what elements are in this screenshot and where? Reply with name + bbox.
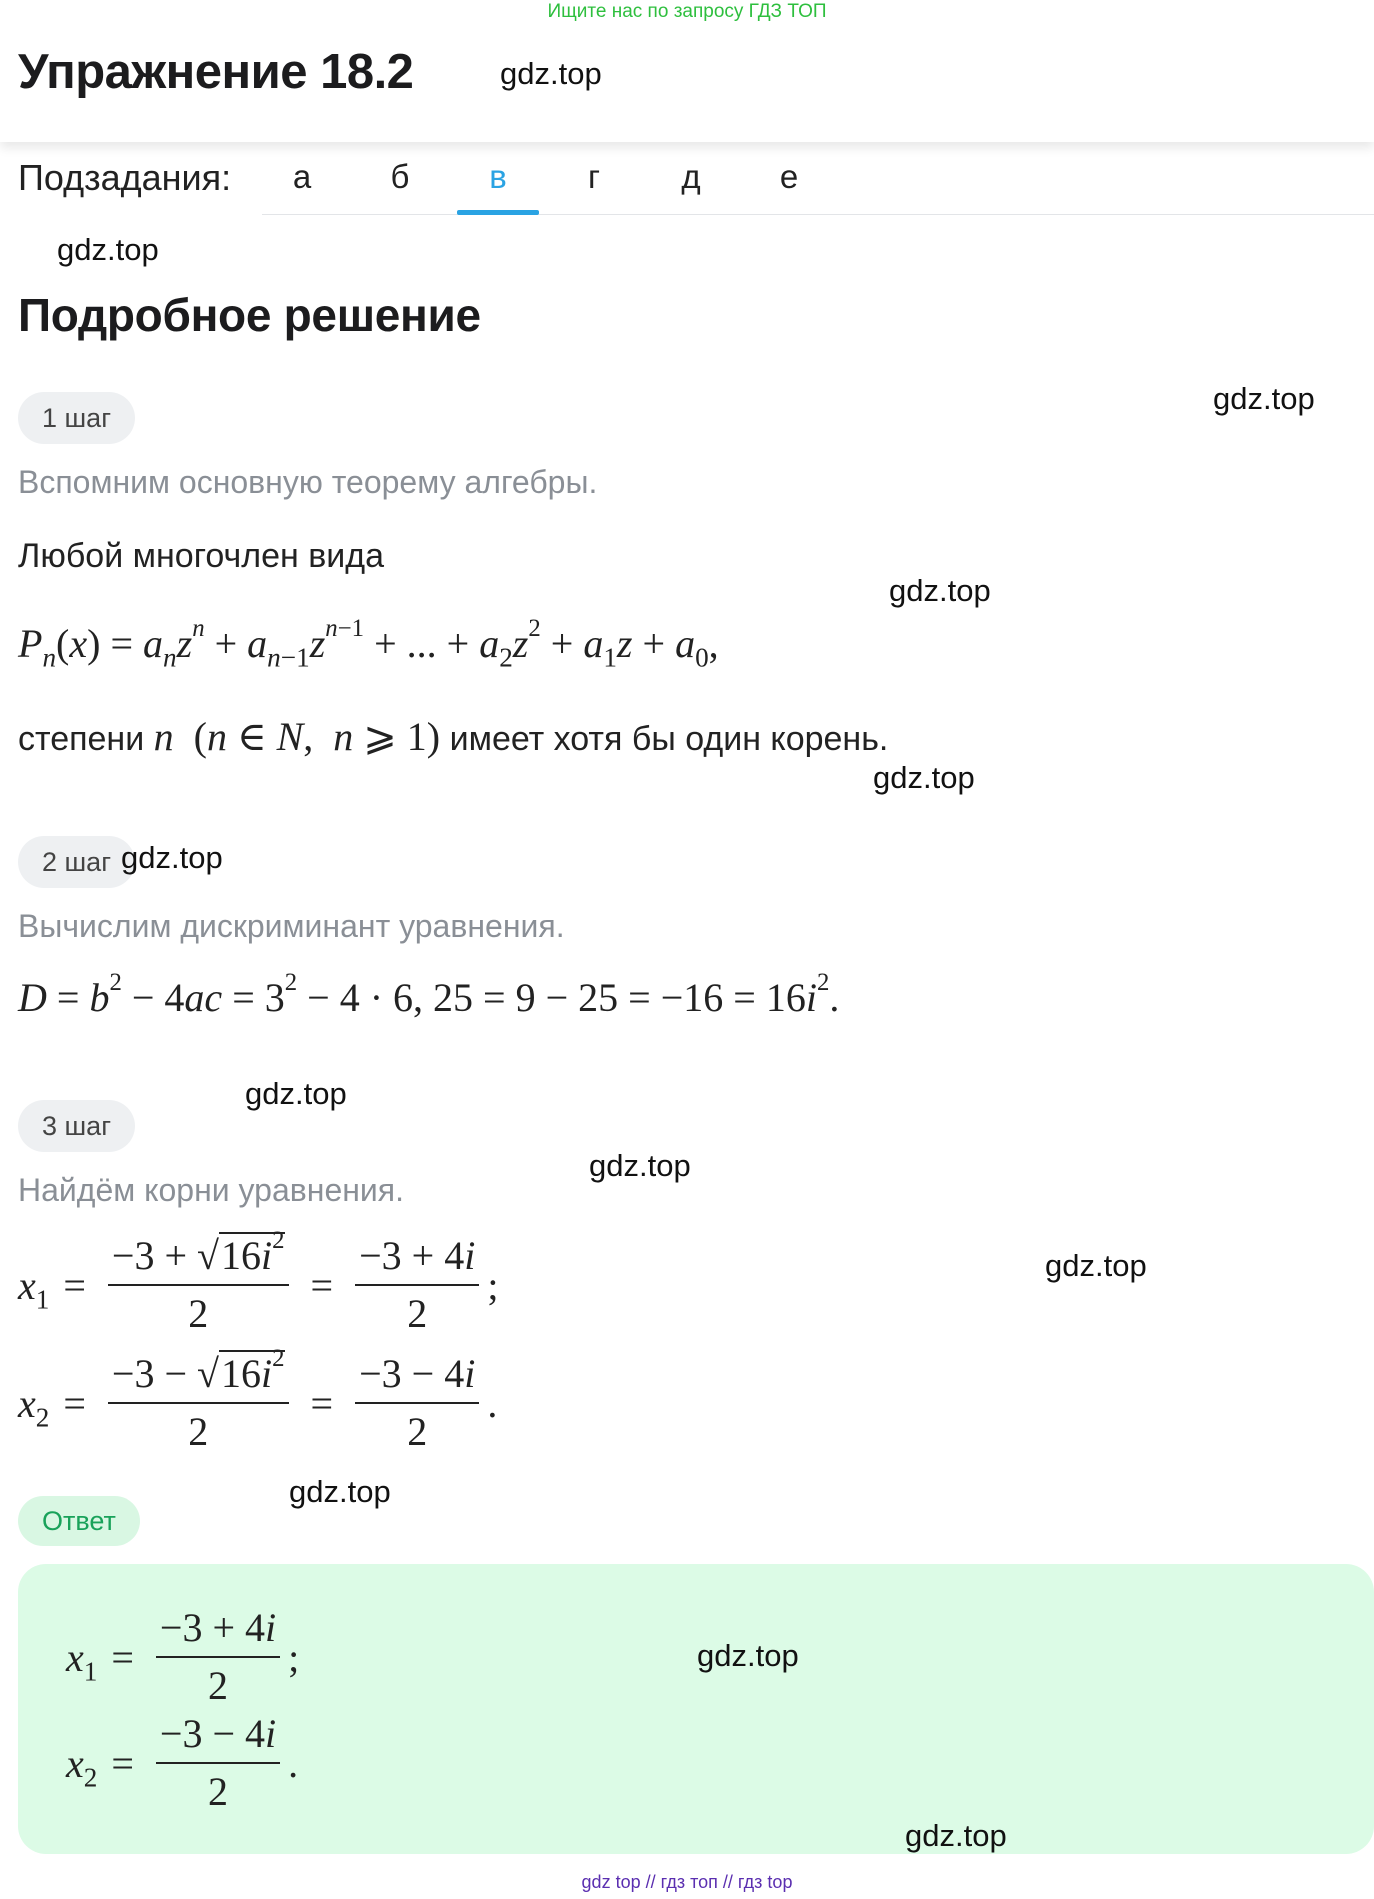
fraction: $\frac{-3 + √16i^2}{2}$ xyxy=(108,1228,289,1342)
theorem-conclusion: имеет хотя бы один корень. xyxy=(449,720,889,758)
subtasks-label: Подзадания: xyxy=(18,157,232,198)
answer-badge: Ответ xyxy=(18,1496,140,1546)
step-hint: Найдём корни уравнения. xyxy=(18,1172,404,1208)
step-badge: 2 шаг xyxy=(18,836,135,888)
tab-d[interactable]: д xyxy=(681,158,701,195)
step-badge: 1 шаг xyxy=(18,392,135,444)
discriminant-formula: $D = b^2 - 4ac = 3^2 - 4 \cdot 6$, $25 = 9 - 25 = -16 = 16i^2$. xyxy=(18,968,840,1020)
watermark: gdz.top xyxy=(57,232,159,267)
root-x2: $x_2$ = $\frac{-3 - √16i^2}{2}$ = $\frac{-3 - 4i}{2}$ . xyxy=(18,1346,497,1460)
solution-heading: Подробное решение xyxy=(18,289,481,341)
step-badge: 3 шаг xyxy=(18,1100,135,1152)
theorem-statement xyxy=(18,713,888,760)
answer-x2: $x_2$ = $\frac{-3 - 4i}{2}$ . xyxy=(66,1706,298,1820)
page-title: Упражнение 18.2 xyxy=(18,45,414,99)
tabs-divider xyxy=(262,214,1374,215)
watermark: gdz.top xyxy=(500,56,602,91)
watermark: gdz.top xyxy=(889,573,991,608)
answer-x1: $x_1$ = $\frac{-3 + 4i}{2}$ ; xyxy=(66,1600,299,1714)
tab-g[interactable]: г xyxy=(587,158,601,195)
tab-a[interactable]: а xyxy=(292,158,312,195)
watermark: gdz.top xyxy=(121,840,223,875)
fraction: $\frac{-3 - √16i^2}{2}$ xyxy=(108,1346,289,1460)
theorem-intro: Любой многочлен вида xyxy=(18,537,384,575)
active-tab-indicator xyxy=(457,210,539,215)
watermark: gdz.top xyxy=(589,1148,691,1183)
step-hint: Вычислим дискриминант уравнения. xyxy=(18,908,565,944)
fraction: $\frac{-3 + 4i}{2}$ xyxy=(355,1228,479,1342)
fraction: $\frac{-3 - 4i}{2}$ xyxy=(355,1346,479,1460)
degree-prefix: степени xyxy=(18,720,145,758)
watermark: gdz.top xyxy=(1045,1248,1147,1283)
footer-links[interactable]: gdz top // гдз топ // гдз top xyxy=(581,1872,793,1892)
promo-text[interactable]: Ищите нас по запросу ГДЗ ТОП xyxy=(547,1,827,22)
polynomial-formula: $P_n(x) = a_nz^n + a_{n-1}z^{n-1}$ + ... + $a_2z^2 + a_1z + a_0$, xyxy=(18,614,719,673)
root-x1: $x_1$ = $\frac{-3 + √16i^2}{2}$ = $\frac{-3 + 4i}{2}$ ; xyxy=(18,1228,498,1342)
fraction: $\frac{-3 + 4i}{2}$ xyxy=(156,1600,280,1714)
watermark: gdz.top xyxy=(245,1076,347,1111)
watermark: gdz.top xyxy=(1213,381,1315,416)
step-hint: Вспомним основную теорему алгебры. xyxy=(18,464,598,500)
fraction: $\frac{-3 - 4i}{2}$ xyxy=(156,1706,280,1820)
watermark: gdz.top xyxy=(905,1818,1007,1853)
degree-condition: n (n ∈ N, n ⩾ 1) xyxy=(153,714,441,759)
watermark: gdz.top xyxy=(873,760,975,795)
watermark: gdz.top xyxy=(289,1474,391,1509)
tab-b[interactable]: б xyxy=(390,158,410,195)
tab-v[interactable]: в xyxy=(489,158,507,195)
watermark: gdz.top xyxy=(697,1638,799,1673)
tab-e[interactable]: е xyxy=(779,158,799,195)
